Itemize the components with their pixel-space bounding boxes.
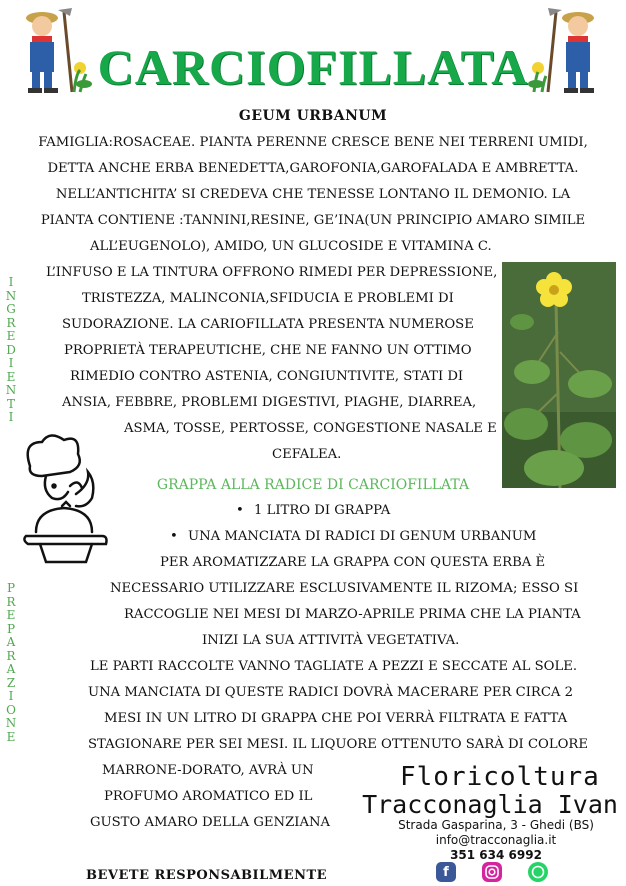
whatsapp-icon[interactable]	[528, 862, 548, 882]
flower-photo	[502, 262, 616, 488]
prep-line: MESI IN UN LITRO DI GRAPPA CHE POI VERRÀ FILTRATA E FATTA	[104, 711, 568, 726]
prep-line: NECESSARIO UTILIZZARE ESCLUSIVAMENTE IL RIZOMA; ESSO SI	[110, 581, 579, 596]
prep-line: UNA MANCIATA DI QUESTE RADICI DOVRÀ MACERARE PER CIRCA 2	[88, 685, 574, 700]
prep-line: INIZI LA SUA ATTIVITÀ VEGETATIVA.	[202, 633, 460, 648]
intro-line: ANSIA, FEBBRE, PROBLEMI DIGESTIVI, PIAGHE, DIARREA,	[62, 395, 477, 410]
shop-email[interactable]: info@tracconaglia.it	[435, 833, 557, 847]
intro-line: PROPRIETÀ TERAPEUTICHE, CHE NE FANNO UN OTTIMO	[64, 343, 472, 358]
shop-phone[interactable]: 351 634 6992	[450, 848, 542, 862]
side-label-ingredienti: I N G R E D I E N T I	[5, 275, 17, 424]
ingredient-item: • 1 LITRO DI GRAPPA	[236, 502, 390, 520]
page-title: CARCIOFILLATA	[97, 39, 529, 95]
instagram-icon[interactable]	[482, 862, 502, 882]
intro-line: NELL’ANTICHITA’ SI CREDEVA CHE TENESSE LONTANO IL DEMONIO. LA	[55, 187, 571, 202]
shop-name-line2: Tracconaglia Ivan	[362, 790, 618, 819]
intro-line: L’INFUSO E LA TINTURA OFFRONO RIMEDI PER DEPRESSIONE,	[46, 265, 498, 280]
prep-line: LE PARTI RACCOLTE VANNO TAGLIATE A PEZZI E SECCATE AL SOLE.	[90, 659, 578, 674]
shop-address: Strada Gasparina, 3 - Ghedi (BS)	[398, 818, 594, 832]
intro-line: DETTA ANCHE ERBA BENEDETTA,GAROFONIA,GAROFALADA E AMBRETTA.	[47, 161, 579, 176]
side-label-preparazione: P R E P A R A Z I O N E	[5, 581, 17, 744]
intro-line: ALL’EUGENOLO), AMIDO, UN GLUCOSIDE E VITAMINA C.	[90, 239, 492, 254]
prep-line: GUSTO AMARO DELLA GENZIANA	[90, 815, 331, 830]
prep-line: RACCOGLIE NEI MESI DI MARZO-APRILE PRIMA CHE LA PIANTA	[124, 607, 581, 622]
prep-line: PER AROMATIZZARE LA GRAPPA CON QUESTA ERBA È	[160, 555, 546, 570]
intro-line: FAMIGLIA:ROSACEAE. PIANTA PERENNE CRESCE BENE NEI TERRENI UMIDI,	[38, 135, 588, 150]
intro-line: ASMA, TOSSE, PERTOSSE, CONGESTIONE NASALE E	[124, 421, 497, 436]
intro-line: SUDORAZIONE. LA CARIOFILLATA PRESENTA NUMEROSE	[62, 317, 474, 332]
ingredient-item: • UNA MANCIATA DI RADICI DI GENUM URBANUM	[170, 528, 536, 546]
intro-line: PIANTA CONTIENE :TANNINI,RESINE, GE’INA(UN PRINCIPIO AMARO SIMILE	[40, 213, 586, 228]
footer-warning: BEVETE RESPONSABILMENTE	[86, 868, 328, 883]
prep-line: MARRONE-DORATO, AVRÀ UN	[102, 763, 314, 778]
intro-line: RIMEDIO CONTRO ASTENIA, CONGIUNTIVITE, STATI DI	[70, 369, 464, 384]
shop-name-line1: Floricoltura	[400, 762, 600, 792]
page-subtitle: GEUM URBANUM	[238, 108, 388, 124]
facebook-icon[interactable]: f	[436, 862, 456, 882]
prep-line: PROFUMO AROMATICO ED IL	[104, 789, 313, 804]
intro-line: CEFALEA.	[272, 447, 342, 462]
intro-line: TRISTEZZA, MALINCONIA,SFIDUCIA E PROBLEMI DI	[82, 291, 454, 306]
recipe-title: GRAPPA ALLA RADICE DI CARCIOFILLATA	[156, 477, 470, 493]
chef-icon	[16, 432, 126, 602]
prep-line: STAGIONARE PER SEI MESI. IL LIQUORE OTTENUTO SARÀ DI COLORE	[88, 737, 588, 752]
